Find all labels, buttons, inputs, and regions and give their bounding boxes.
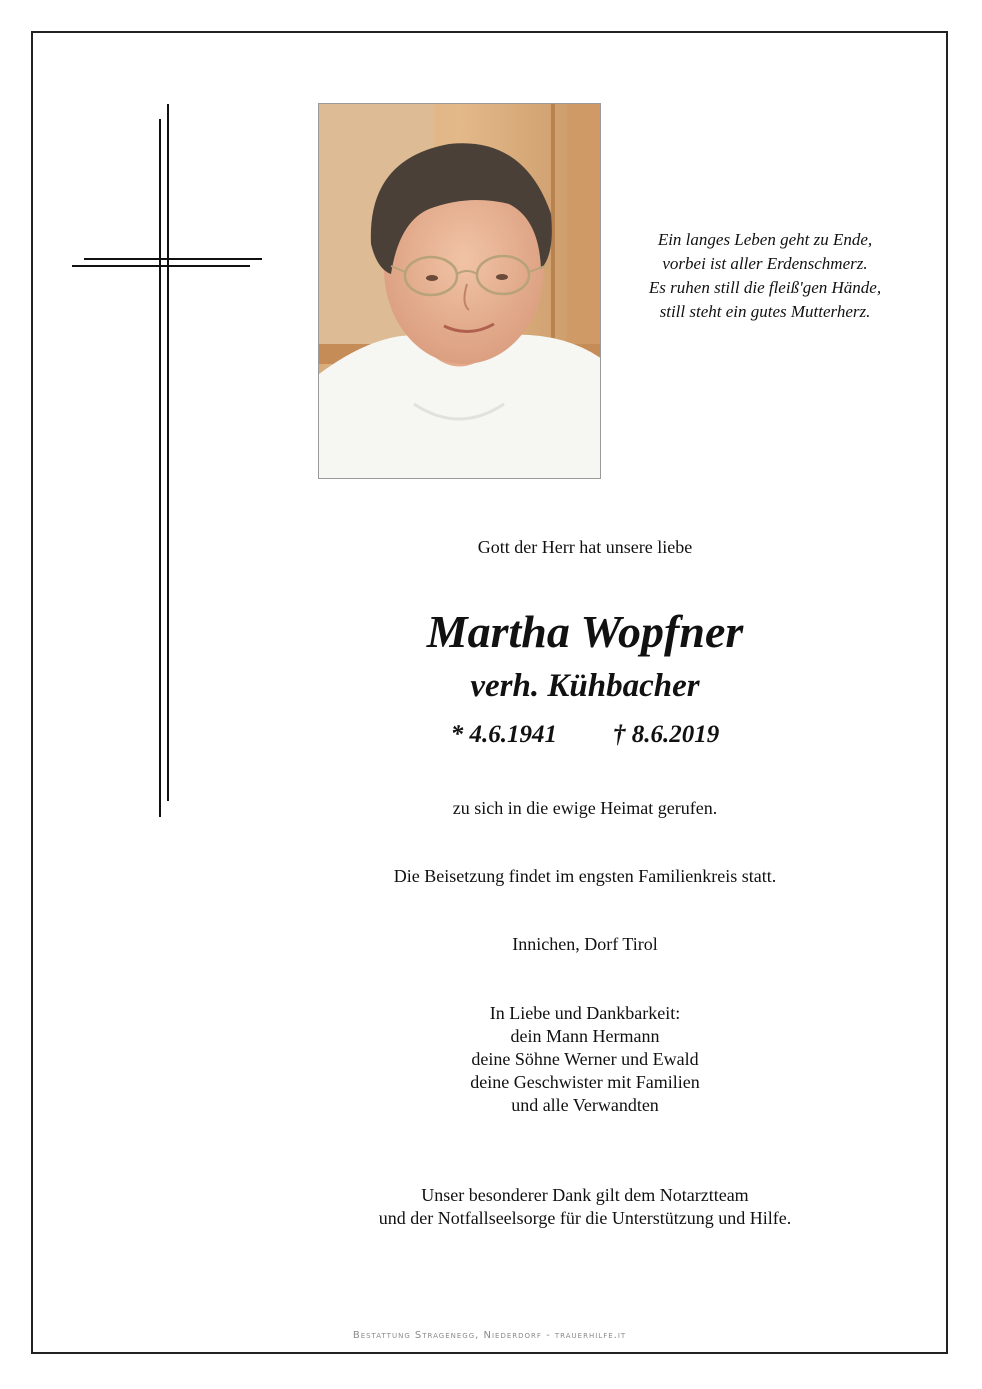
- place-text: Innichen, Dorf Tirol: [512, 934, 658, 954]
- thanks-text: [330, 1184, 840, 1230]
- funeral-home-footer: Bestattung Stragenegg, Niederdorf - trauerhilfe.it: [352, 1330, 627, 1341]
- thanks-line: Unser besonderer Dank gilt dem Notarztteam: [421, 1185, 749, 1205]
- mourners-line: und alle Verwandten: [511, 1095, 659, 1115]
- intro-text: Gott der Herr hat unsere liebe: [477, 537, 693, 557]
- mourners-line: In Liebe und Dankbarkeit:: [489, 1003, 681, 1023]
- deceased-name: Martha Wopfner: [426, 606, 744, 657]
- life-dates: [330, 720, 840, 750]
- birth-date: * 4.6.1941: [450, 721, 557, 748]
- burial-text: Die Beisetzung findet im engsten Familienkreis statt.: [393, 866, 777, 886]
- mourners-line: dein Mann Hermann: [510, 1026, 660, 1046]
- verse-line: Ein langes Leben geht zu Ende,: [657, 230, 873, 249]
- memorial-verse: [620, 228, 910, 324]
- mourners-line: deine Geschwister mit Familien: [470, 1072, 700, 1092]
- thanks-line: und der Notfallseelsorge für die Unterstützung und Hilfe.: [378, 1208, 792, 1228]
- mourners-list: [330, 1002, 840, 1117]
- verse-line: vorbei ist aller Erdenschmerz.: [662, 254, 868, 273]
- married-name: verh. Kühbacher: [470, 668, 700, 704]
- death-date: † 8.6.2019: [613, 721, 720, 748]
- called-home-text: zu sich in die ewige Heimat gerufen.: [452, 798, 718, 818]
- mourners-line: deine Söhne Werner und Ewald: [471, 1049, 699, 1069]
- verse-line: Es ruhen still die fleiß'gen Hände,: [648, 278, 882, 297]
- portrait-photo: [318, 103, 601, 479]
- verse-line: still steht ein gutes Mutterherz.: [659, 302, 871, 321]
